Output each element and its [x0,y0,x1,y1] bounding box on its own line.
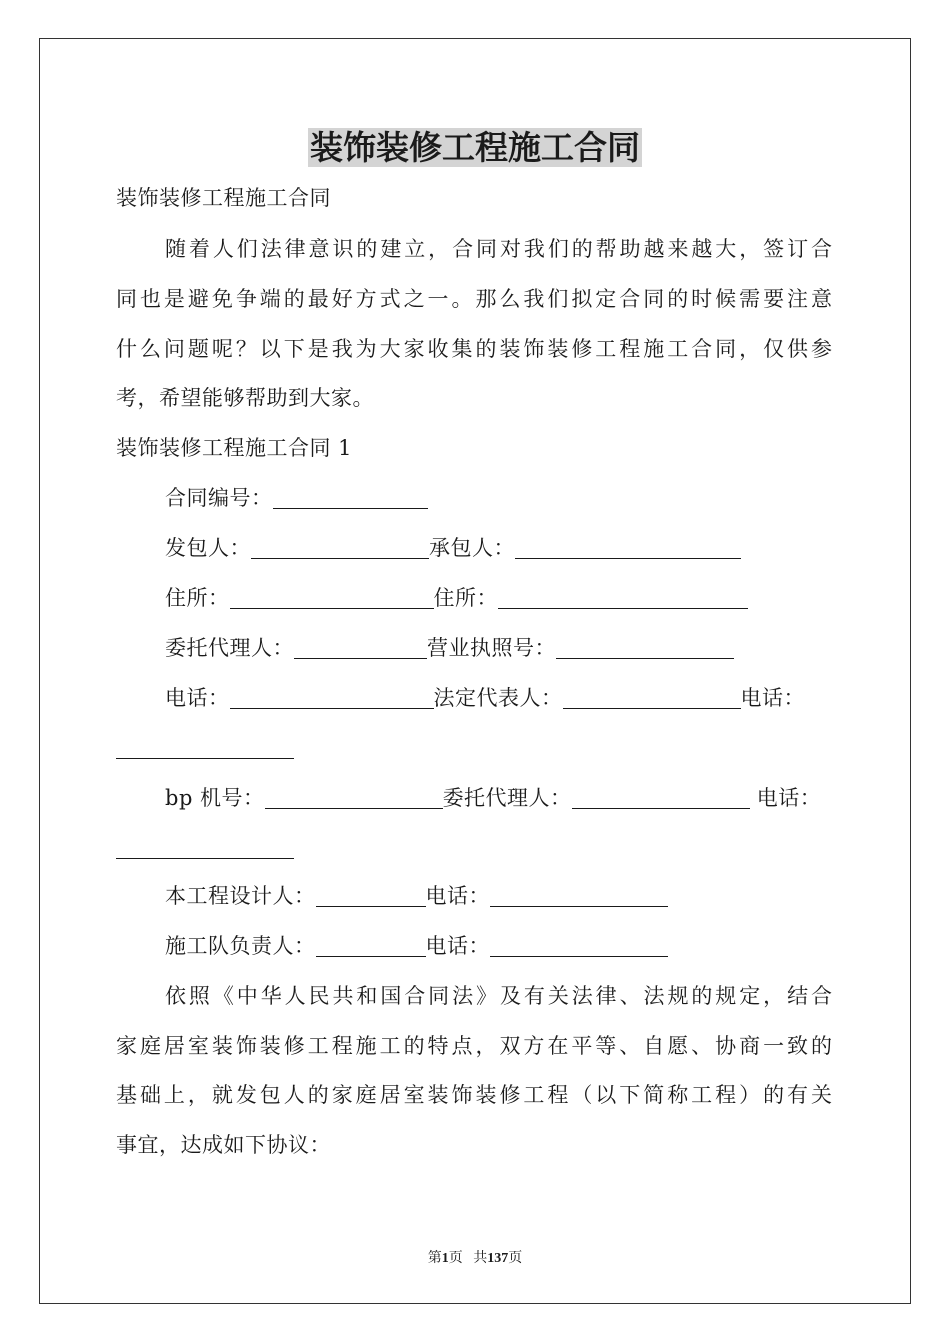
bp-label: bp 机号： [165,786,265,810]
employer-blank [251,536,429,559]
contract-number-label: 合同编号： [165,486,273,510]
address-row [165,583,748,613]
footer-page-suffix: 页 [448,1251,463,1266]
contract-number-blank [273,486,428,509]
team-lead-row [165,931,668,961]
intro-line-2: 同也是避免争端的最好方式之一。那么我们拟定合同的时候需要注意 [116,287,832,311]
agent2-blank [572,786,750,809]
agent-label: 委托代理人： [165,636,294,660]
agent2-label: 委托代理人： [442,786,572,810]
legal-rep-blank [563,686,741,709]
document-title: 装饰装修工程施工合同 [310,128,640,167]
page-footer [0,1247,950,1267]
footer-total-number: 137 [487,1251,509,1266]
agent-license-row [165,633,734,663]
intro-line-4: 考，希望能够帮助到大家。 [116,386,374,410]
bp-row [165,783,821,813]
phone-blank-row-3 [116,833,294,863]
agent-blank [294,636,427,659]
designer-label: 本工程设计人： [165,884,316,908]
phone-blank-row-2 [116,733,294,763]
page-border [39,38,911,1304]
body-line-1: 依照《中华人民共和国合同法》及有关法律、法规的规定，结合 [165,984,832,1008]
footer-page-number: 1 [441,1251,449,1266]
phone-label-4: 电话： [425,884,490,908]
footer-total-prefix: 共 [473,1251,488,1266]
team-lead-blank [316,934,426,957]
phone-label-5: 电话： [425,934,490,958]
team-lead-label: 施工队负责人： [165,934,316,958]
phone-blank-2 [116,736,294,759]
contractor-blank [515,536,741,559]
document-subtitle: 装饰装修工程施工合同 [116,186,331,210]
contract-number-row [165,483,428,513]
phone-label-2: 电话： [740,686,805,710]
phone-label-3: 电话： [756,786,822,810]
contractor-address-blank [498,586,748,609]
license-label: 营业执照号： [427,636,556,660]
phone-legal-row [165,683,805,713]
parties-row [165,533,741,563]
employer-address-label: 住所： [165,586,230,610]
contractor-label: 承包人： [429,536,515,560]
section-heading: 装饰装修工程施工合同 1 [116,436,353,460]
intro-line-3: 什么问题呢？以下是我为大家收集的装饰装修工程施工合同，仅供参 [116,337,832,361]
license-blank [556,636,734,659]
employer-address-blank [230,586,434,609]
phone-blank-4 [490,884,668,907]
footer-total-suffix: 页 [508,1251,523,1266]
designer-blank [316,884,426,907]
body-line-2: 家庭居室装饰装修工程施工的特点，双方在平等、自愿、协商一致的 [116,1034,832,1058]
footer-page-prefix: 第 [427,1251,442,1266]
body-line-4: 事宜，达成如下协议： [116,1133,331,1157]
phone-blank-5 [490,934,668,957]
contractor-address-label: 住所： [433,586,498,610]
phone-label-1: 电话： [165,686,230,710]
intro-line-1: 随着人们法律意识的建立，合同对我们的帮助越来越大，签订合 [165,237,832,261]
body-line-3: 基础上，就发包人的家庭居室装饰装修工程（以下简称工程）的有关 [116,1083,832,1107]
employer-label: 发包人： [165,536,251,560]
phone-blank-1 [230,686,434,709]
bp-blank [265,786,443,809]
designer-row [165,881,668,911]
phone-blank-3 [116,836,294,859]
legal-rep-label: 法定代表人： [433,686,563,710]
